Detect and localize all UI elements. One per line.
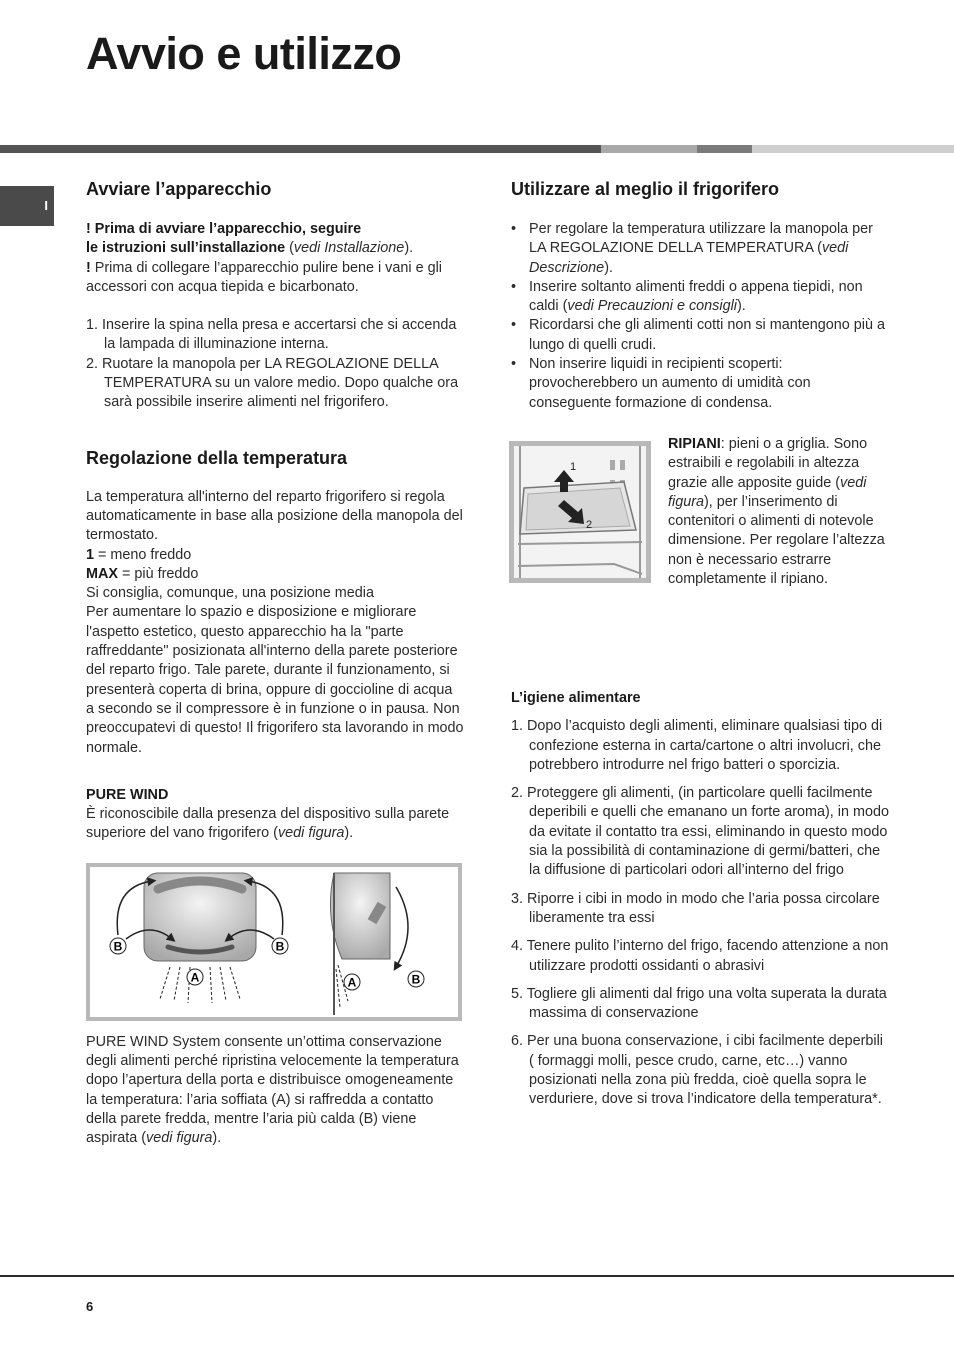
tip-text: Per regolare la temperatura utilizzare la manopola per LA REGOLAZIONE DELLA TEMPERATURA (: [529, 221, 873, 257]
regolazione-heading: Regolazione della temperatura: [86, 447, 348, 468]
list-item: 4. Tenere pulito l’interno del frigo, facendo attenzione a non utilizzare prodotti ossidanti o abrasivi: [511, 938, 889, 974]
purewind-figure: [86, 863, 462, 1021]
paren-close: ).: [344, 825, 354, 842]
shelf-figure: [509, 441, 651, 583]
paren-close: ).: [404, 240, 414, 257]
label-a-side: [344, 974, 360, 990]
setting-max-value: = più freddo: [117, 565, 199, 582]
header-bar-light: [752, 145, 954, 153]
setting-min-value: = meno freddo: [94, 546, 192, 563]
regolazione-body: Per aumentare lo spazio e disposizione e migliorare l'aspetto estetico, questo apparecchio ha la "parte raffreddante" posizionata all'interno della parete posteriore del reparto frigo. Tale parete, durante il funzionamento, si presenterà coperta di brina, oppure di goccioline di acqua a secondo se il compressore è in funzione o in pausa. Non preoccupatevi di questo! Il frigorifero sta lavorando in modo normale.: [86, 604, 464, 756]
ripiani-text: [668, 435, 890, 589]
ref-vedi-figura: vedi figura: [277, 825, 345, 842]
ref-vedi-figura: vedi figura: [668, 474, 867, 510]
svg-text:B: B: [275, 939, 285, 954]
list-item: 2. Ruotare la manopola per LA REGOLAZIONE DELLA TEMPERATURA su un valore medio. Dopo qualche ora sarà possibile inserire alimenti nel frigorifero.: [86, 355, 459, 411]
setting-max-key: MAX: [86, 565, 118, 582]
purewind-description-body: PURE WIND System consente un’ottima conservazione degli alimenti perché ripristina velocemente la temperatura dopo l’apertura della porta e distribuisce omogeneamente la temperatura: l’aria soffiata (A) si raffredda a contatto della parete fredda, mentre l’aria più calda (B) viene aspirata (: [86, 1033, 459, 1147]
ref-installazione: vedi Installazione: [293, 240, 405, 257]
warning-install-bold-a: ! Prima di avviare l’apparecchio, seguire: [86, 221, 362, 237]
hygiene-list: [511, 717, 891, 1109]
purewind-text-body: È riconoscibile dalla presenza del dispositivo sulla parete superiore del vano frigorifero (: [86, 806, 450, 842]
svg-text:B: B: [113, 939, 123, 954]
ref-precauzioni: vedi Precauzioni e consigli: [567, 298, 737, 315]
header-bar-gray: [697, 145, 752, 153]
list-item: • Non inserire liquidi in recipienti scoperti: provocherebbero un aumento di umidità con conseguente formazione di condensa.: [511, 355, 891, 413]
svg-text:A: A: [190, 970, 200, 985]
footer-rule: [0, 1275, 954, 1277]
purewind-description: [86, 1033, 464, 1149]
list-item: 2. Proteggere gli alimenti, (in particolare quelli facilmente deperibili e quelli che emanano un forte aroma), in modo da evitate il contatto tra essi, eliminando in questo modo sia la possibilità di contaminazione di germi/batteri, che la diffusione di particolari odori all’interno del frigo: [511, 785, 889, 879]
ref-descrizione: vedi Descrizione: [529, 240, 849, 276]
warning-clean-text: Prima di collegare l’apparecchio pulire bene i vani e gli accessori con acqua tiepida e bicarbonato.: [86, 259, 442, 295]
warning-install: [86, 220, 464, 297]
purewind-unit-side: [330, 873, 390, 959]
purewind-heading: PURE WIND: [86, 786, 169, 803]
left-column: [86, 178, 464, 1149]
list-item: 6. Per una buona conservazione, i cibi facilmente deperbili ( formaggi molli, pesce crudo, carne, etc…) vanno posizionati nella zona più fredda, cioè quella sopra le verduriere, dove si trova l’indicatore della temperatura*.: [511, 1033, 883, 1108]
start-steps: [86, 316, 464, 412]
regolazione-intro: La temperatura all'interno del reparto frigorifero si regola automaticamente in base alla posizione della manopola del termostato.: [86, 488, 463, 544]
ripiani-text-body-2: ), per l’inserimento di contenitori o alimenti di notevole dimensione. Per regolare l’altezza non è necessario estrarre completamente il ripiano.: [668, 493, 885, 588]
tip-text: Inserire soltanto alimenti freddi o appena tiepidi, non caldi (: [529, 278, 863, 315]
ripiani-text-body: : pieni o a griglia. Sono estraibili e regolabili in altezza grazie alle apposite guide (: [668, 435, 868, 491]
paren-close: ).: [736, 298, 746, 315]
header-bar-dark: [0, 145, 601, 153]
warning-mark: !: [86, 259, 91, 276]
ref-vedi-figura: vedi figura: [146, 1130, 213, 1147]
warning-install-bold-b: le istruzioni sull’installazione: [86, 240, 286, 257]
setting-advice: Si consiglia, comunque, una posizione media: [86, 585, 374, 602]
purewind-illustration: [90, 867, 458, 1017]
label-b-right: [272, 938, 288, 954]
paren-open: (: [285, 240, 294, 257]
paren-close: ).: [212, 1130, 222, 1147]
language-tab-label: I: [44, 198, 48, 213]
setting-min-key: 1: [86, 546, 95, 563]
label-a-front: [187, 969, 203, 985]
right-column: [511, 178, 891, 1119]
ripiani-block: [511, 435, 891, 631]
list-item: • Ricordarsi che gli alimenti cotti non si mantengono più a lungo di quelli crudi.: [511, 316, 891, 355]
header-bar-mid: [601, 145, 697, 153]
list-item: 1. Inserire la spina nella presa e accertarsi che si accenda la lampada di illuminazione interna.: [86, 317, 457, 353]
list-item: 3. Riporre i cibi in modo in modo che l’aria possa circolare liberamente tra essi: [511, 890, 880, 926]
shelf-step-2: 2: [586, 518, 593, 531]
label-b-left: [110, 938, 126, 954]
utilizzare-heading: Utilizzare al meglio il frigorifero: [511, 179, 780, 199]
page-number: 6: [86, 1299, 94, 1314]
page-title: Avvio e utilizzo: [86, 28, 402, 79]
shelf-step-1: 1: [570, 460, 577, 473]
list-item: [511, 278, 891, 317]
list-item: [511, 220, 891, 278]
paren-close: ).: [604, 259, 613, 276]
label-b-side: [408, 971, 424, 987]
purewind-text: [86, 805, 464, 844]
svg-text:A: A: [347, 975, 357, 990]
ripiani-label: RIPIANI: [668, 435, 721, 452]
igiene-heading: L’igiene alimentare: [511, 689, 641, 706]
list-item: 1. Dopo l’acquisto degli alimenti, eliminare qualsiasi tipo di confezione esterna in carta/cartone o altri involucri, che potrebbero introdurre nel frigo batteri o sporcizia.: [511, 718, 883, 773]
usage-tips: [511, 220, 891, 413]
setting-min: [86, 546, 464, 565]
language-tab: [0, 186, 54, 226]
avviare-heading: Avviare l’apparecchio: [86, 179, 272, 199]
setting-max: [86, 565, 464, 584]
list-item: 5. Togliere gli alimenti dal frigo una volta superata la durata massima di conservazione: [511, 985, 887, 1022]
svg-text:B: B: [411, 972, 421, 987]
shelf-illustration: [514, 446, 646, 578]
